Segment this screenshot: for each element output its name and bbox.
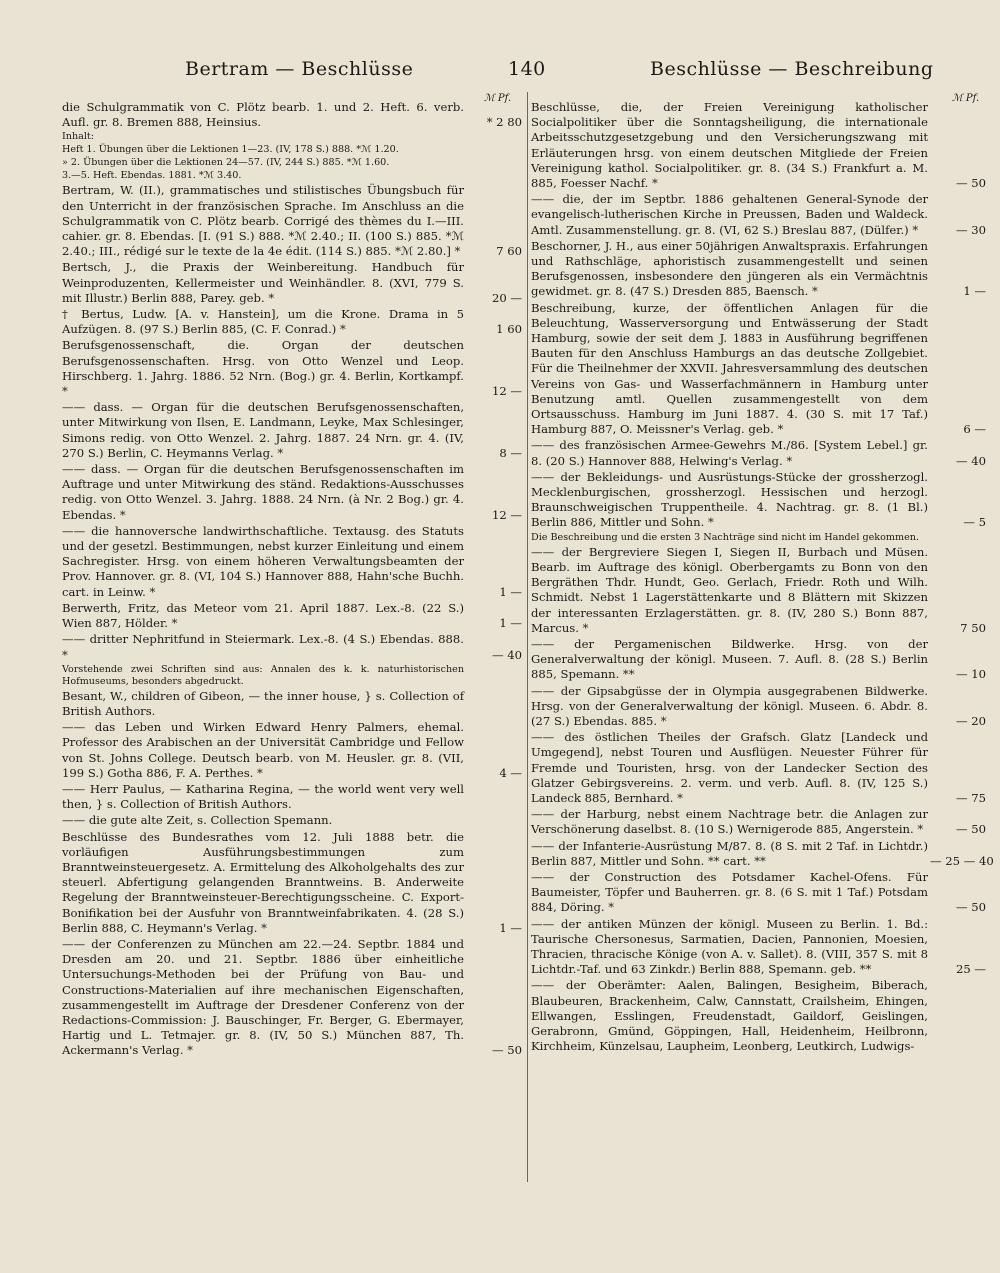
entry-price: — 20 [955, 713, 986, 728]
entry-text: —— der Oberämter: Aalen, Balingen, Besigheim, Biberach, Blaubeuren, Brackenheim, Calw, Cannstatt, Crailsheim, Ehingen, Ellwangen, Esslingen, Freudenstadt, Gaildorf, Geislingen, Gerabronn, Gmünd, Göppingen, Hall, Heidenheim, Heilbronn, Kirchheim, Künzelsau, Laupheim, Leonberg, Leutkirch, Ludwigs- [531, 978, 928, 1054]
entry-text: Beschreibung, kurze, der öffentlichen Anlagen für die Beleuchtung, Wasserversorgung und Entwässerung der Stadt Hamburg, sowie der seit dem J. 1883 in Ausführung begriffenen Bauten für den Anschluss Hamburgs an das deutsche Zollgebiet. Für die Theilnehmer der XXVII. Jahresversammlung des deutschen Vereins von Gas- und Wasserfachmännern in Hamburg unter Benutzung amtl. Quellen zusammengestellt von dem Ortsausschuss. Hamburg im Juni 1887. 4. (30 S. mit 17 Taf.) Hamburg 887, O. Meissner's Verlag. geb. * [531, 300, 928, 437]
catalog-entry [531, 438, 986, 468]
catalog-entry [531, 730, 986, 806]
catalog-entry [62, 664, 522, 688]
entry-text: Heft 1. Übungen über die Lektionen 1—23. (IV, 178 S.) 888. *ℳ 1.20. [62, 144, 399, 156]
catalog-entry [62, 131, 522, 143]
catalog-entry [62, 632, 522, 662]
catalog-entry [531, 637, 986, 683]
catalog-entry [62, 260, 522, 306]
entry-text: † Bertus, Ludw. [A. v. Hanstein], um die Krone. Drama in 5 Aufzügen. 8. (97 S.) Berlin 885, (C. F. Conrad.) * [62, 307, 464, 337]
entry-text: Berufsgenossenschaft, die. Organ der deutschen Berufsgenossenschaften. Hrsg. von Otto Wenzel und Leop. Hirschberg. 1. Jahrg. 1886. 52 Nrn. (Bog.) gr. 4. Berlin, Kortkampf. * [62, 338, 464, 399]
catalog-entry [62, 144, 522, 156]
catalog-entry [62, 720, 522, 781]
entry-text: —— dass. — Organ für die deutschen Berufsgenossenschaften, unter Mitwirkung von Ilsen, E. Landmann, Leyke, Max Schlesinger, Simons redig. von Otto Wenzel. 2. Jahrg. 1887. 24 Nrn. gr. 4. (IV, 270 S.) Berlin, C. Heymanns Verlag. * [62, 400, 464, 460]
column-divider [527, 92, 528, 1182]
entry-text: —— der Infanterie-Ausrüstung M/87. 8. (8 S. mit 2 Taf. in Lichtdr.) Berlin 887, Mittler und Sohn. ** cart. ** [531, 838, 928, 868]
catalog-entry [531, 838, 994, 869]
entry-text: —— der Harburg, nebst einem Nachtrage betr. die Anlagen zur Verschönerung daselbst. 8. (10 S.) Wernigerode 885, Angerstein. * [531, 807, 928, 837]
entry-text: —— dritter Nephritfund in Steiermark. Lex.-8. (4 S.) Ebendas. 888. * [62, 632, 464, 662]
entry-price: 20 — [491, 290, 522, 305]
entry-price: — 30 [955, 222, 986, 237]
entry-text: —— dass. — Organ für die deutschen Berufsgenossenschaften im Auftrage und unter Mitwirkung des ständ. Redaktions-Ausschusses redig. von Otto Wenzel. 3. Jahrg. 1888. 24 Nrn. (à Nr. 2 Bog.) gr. 4. Ebendas. * [62, 462, 464, 522]
entry-price: 7 50 [960, 620, 986, 635]
entry-text: —— die hannoversche landwirthschaftliche. Textausg. des Statuts und der gesetzl. Bestimmungen, nebst kurzer Einleitung und einem Sachregister. Hrsg. von einem höheren Verwaltungsbeamten der Prov. Hannover. gr. 8. (VI, 104 S.) Hannover 888, Hahn'sche Buchh. cart. in Leinw. * [62, 523, 464, 599]
catalog-entry [531, 870, 986, 916]
catalog-entry [62, 170, 522, 182]
entry-text: Beschlüsse, die, der Freien Vereinigung katholischer Socialpolitiker über die Sonntagsheiligung, die internationale Arbeitsschutzgesetzgebung und den Versicherungszwang mit Erläuterungen hrsg. von einem deutschen Mitgliede der Freien Vereinigung kathol. Socialpolitiker. gr. 8. (34 S.) Frankfurt a. M. 885, Foesser Nachf. * [531, 100, 928, 191]
price-column-mark-right: ℳ Pf. [952, 93, 980, 104]
catalog-entry [62, 307, 522, 337]
entry-price: 4 — [499, 765, 522, 780]
entry-price: 12 — [491, 384, 522, 399]
catalog-entry [62, 782, 522, 812]
catalog-entry [531, 978, 986, 1054]
entry-price: — 50 [955, 176, 986, 191]
entry-text: Besant, W., children of Gibeon, — the inner house, } s. Collection of British Authors. [62, 688, 464, 718]
entry-text: —— Herr Paulus, — Katharina Regina, — the world went very well then, } s. Collection of British Authors. [62, 781, 464, 812]
running-head-right: Beschlüsse — Beschreibung [650, 58, 934, 80]
entry-price: — 75 [955, 790, 986, 805]
catalog-entry [62, 524, 522, 600]
entry-price: — 25 — 40 [930, 853, 994, 868]
entry-price: 1 60 [496, 322, 522, 337]
entry-price: — 5 [963, 515, 986, 530]
catalog-entry [531, 532, 986, 544]
entry-price: 1 — [499, 920, 522, 935]
entry-text: Die Beschreibung und die ersten 3 Nachträge sind nicht im Handel gekommen. [531, 531, 919, 543]
entry-text: —— die gute alte Zeit, s. Collection Spemann. [62, 813, 333, 828]
price-column-mark-left: ℳ Pf. [484, 93, 512, 104]
catalog-entry [531, 684, 986, 730]
entry-text: —— des französischen Armee-Gewehrs M./86. [System Lebel.] gr. 8. (20 S.) Hannover 888, Helwing's Verlag. * [531, 438, 928, 468]
entry-text: Beschorner, J. H., aus einer 50jährigen Anwaltspraxis. Erfahrungen und Rathschläge, aphoristisch zusammengestellt und seinen Berufsgenossen, insbesondere den jüngeren als ein Vermächtnis gewidmet. gr. 8. (47 S.) Dresden 885, Baensch. * [531, 238, 928, 299]
catalog-entry [62, 157, 522, 169]
entry-text: —— der Gipsabgüsse der in Olympia ausgegrabenen Bildwerke. Hrsg. von der Generalverwaltung der königl. Museen. 6. Abdr. 8. (27 S.) Ebendas. 885. * [531, 683, 928, 728]
entry-text: 3.—5. Heft. Ebendas. 1881. *ℳ 3.40. [62, 170, 242, 182]
entry-price: 1 — [963, 284, 986, 299]
entry-text: » 2. Übungen über die Lektionen 24—57. (IV, 244 S.) 885. *ℳ 1.60. [62, 157, 390, 169]
page-number: 140 [508, 58, 546, 80]
catalog-entry [531, 470, 986, 531]
catalog-entry [62, 462, 522, 523]
entry-price: — 50 [491, 1043, 522, 1058]
catalog-entry [62, 689, 522, 719]
entry-price: 25 — [955, 962, 986, 977]
entry-price: * 2 80 [486, 115, 522, 130]
catalog-entry [62, 937, 522, 1059]
entry-text: —— der Pergamenischen Bildwerke. Hrsg. von der Generalverwaltung der königl. Museen. 7. Aufl. 8. (28 S.) Berlin 885, Spemann. ** [531, 636, 928, 682]
catalog-entry [62, 400, 522, 461]
entry-price: — 10 [955, 667, 986, 682]
entry-price: 8 — [499, 445, 522, 460]
catalog-entry [531, 192, 986, 238]
left-column [62, 100, 522, 1060]
catalog-entry [531, 807, 986, 837]
entry-text: —— der Conferenzen zu München am 22.—24. Septbr. 1884 und Dresden am 20. und 21. Septbr. 1886 über einheitliche Untersuchungs-Methoden bei der Prüfung von Bau- und Constructions-Materialien auf ihre mechanischen Eigenschaften, zusammengestellt im Auftrage der Dresdener Conferenz von der Redactions-Commission: J. Bauschinger, Fr. Berger, G. Ebermayer, Hartig und L. Tetmajer. gr. 8. (IV, 50 S.) München 887, Th. Ackermann's Verlag. * [62, 936, 464, 1058]
entry-price: — 40 [955, 453, 986, 468]
entry-text: Inhalt: [62, 131, 95, 143]
entry-text: —— das Leben und Wirken Edward Henry Palmers, ehemal. Professor des Arabischen an der Universität Cambridge und Fellow von St. Johns College. Deutsch bearb. von M. Heusler. gr. 8. (VII, 199 S.) Gotha 886, F. A. Perthes. * [62, 720, 464, 780]
entry-price: — 50 [955, 822, 986, 837]
catalog-entry [531, 917, 986, 978]
catalog-entry [531, 301, 986, 438]
entry-text: —— der Bergreviere Siegen I, Siegen II, Burbach und Müsen. Bearb. im Auftrage des königl. Oberbergamts zu Bonn von den Bergräthen Thdr. Hundt, Geo. Gerlach, Friedr. Roth und Wilh. Schmidt. Nebst 1 Lagerstättenkarte und 8 Blättern mit Skizzen der interessanten Erzlagerstätten. gr. 8. (IV, 280 S.) Bonn 887, Marcus. * [531, 544, 928, 635]
entry-text: Vorstehende zwei Schriften sind aus: Annalen des k. k. naturhistorischen Hofmuseums, besonders abgedruckt. [62, 663, 464, 687]
catalog-entry [62, 183, 522, 259]
catalog-entry [531, 239, 986, 300]
entry-text: Beschlüsse des Bundesrathes vom 12. Juli 1888 betr. die vorläufigen Ausführungsbestimmungen zum Branntweinsteuergesetz. A. Ermittelung des Alkoholgehalts des zur steuerl. Abfertigung gelangenden Branntweins. B. Anderweite Regelung der Branntweinsteuer-Berechtigungsscheine. C. Export-Bonifikation bei der Ausfuhr von Branntweinfabrikaten. 4. (28 S.) Berlin 888, C. Heymann's Verlag. * [62, 829, 464, 935]
catalog-entry [62, 601, 522, 631]
right-column [531, 100, 994, 1055]
entry-price: — 50 [955, 900, 986, 915]
running-head-left: Bertram — Beschlüsse [185, 58, 414, 80]
entry-price: 1 — [499, 584, 522, 599]
entry-price: 7 60 [496, 244, 522, 259]
catalog-entry [531, 545, 986, 636]
catalog-entry [531, 100, 986, 191]
catalog-entry [62, 813, 522, 828]
entry-price: 12 — [491, 507, 522, 522]
entry-text: Bertsch, J., die Praxis der Weinbereitung. Handbuch für Weinproduzenten, Kellermeister und Weinhändler. 8. (XVI, 779 S. mit Illustr.) Berlin 888, Parey. geb. * [62, 260, 464, 305]
entry-text: —— die, der im Septbr. 1886 gehaltenen General-Synode der evangelisch-lutherischen Kirche in Preussen, Baden und Waldeck. Amtl. Zusammenstellung. gr. 8. (VI, 62 S.) Breslau 887, (Dülfer.) * [531, 192, 928, 237]
entry-price: 6 — [963, 422, 986, 437]
entry-text: Berwerth, Fritz, das Meteor vom 21. April 1887. Lex.-8. (22 S.) Wien 887, Hölder. * [62, 600, 464, 631]
entry-text: —— der Construction des Potsdamer Kachel-Ofens. Für Baumeister, Töpfer und Bauherren. gr. 8. (6 S. mit 1 Taf.) Potsdam 884, Döring. * [531, 869, 928, 915]
entry-text: —— der Bekleidungs- und Ausrüstungs-Stücke der grossherzogl. Mecklenburgischen, grossherzogl. Hessischen und herzogl. Braunschweigischen Truppentheile. 4. Nachtrag. gr. 8. (1 Bl.) Berlin 886, Mittler und Sohn. * [531, 469, 928, 530]
entry-price: — 40 [491, 647, 522, 662]
entry-text: Bertram, W. (II.), grammatisches und stilistisches Übungsbuch für den Unterricht in der französischen Sprache. Im Anschluss an die Schulgrammatik von C. Plötz bearb. Corrigé des thèmes du I.—III. cahier. gr. 8. Ebendas. [I. (91 S.) 888. *ℳ 2.40.; II. (100 S.) 885. *ℳ 2.40.; III., rédigé sur le texte de la 4e édit. (114 S.) 885. *ℳ 2.80.] * [62, 183, 464, 259]
catalog-entry [62, 338, 522, 399]
entry-price: 1 — [499, 616, 522, 631]
catalog-entry [62, 830, 522, 936]
entry-text: die Schulgrammatik von C. Plötz bearb. 1. und 2. Heft. 6. verb. Aufl. gr. 8. Bremen 888, Heinsius. [62, 100, 464, 130]
entry-text: —— des östlichen Theiles der Grafsch. Glatz [Landeck und Umgegend], nebst Touren und Ausflügen. Neuester Führer für Fremde und Touristen, hrsg. von der Landecker Section des Glatzer Gebirgsvereins. 2. verm. und verb. Aufl. 8. (IV, 125 S.) Landeck 885, Bernhard. * [531, 730, 928, 805]
catalog-entry [62, 100, 522, 130]
entry-text: —— der antiken Münzen der königl. Museen zu Berlin. 1. Bd.: Taurische Chersonesus, Sarmatien, Dacien, Pannonien, Moesien, Thracien, thracische Könige (von A. v. Sallet). 8. (VIII, 357 S. mit 8 Lichtdr.-Taf. und 63 Zinkdr.) Berlin 888, Spemann. geb. ** [531, 916, 928, 977]
